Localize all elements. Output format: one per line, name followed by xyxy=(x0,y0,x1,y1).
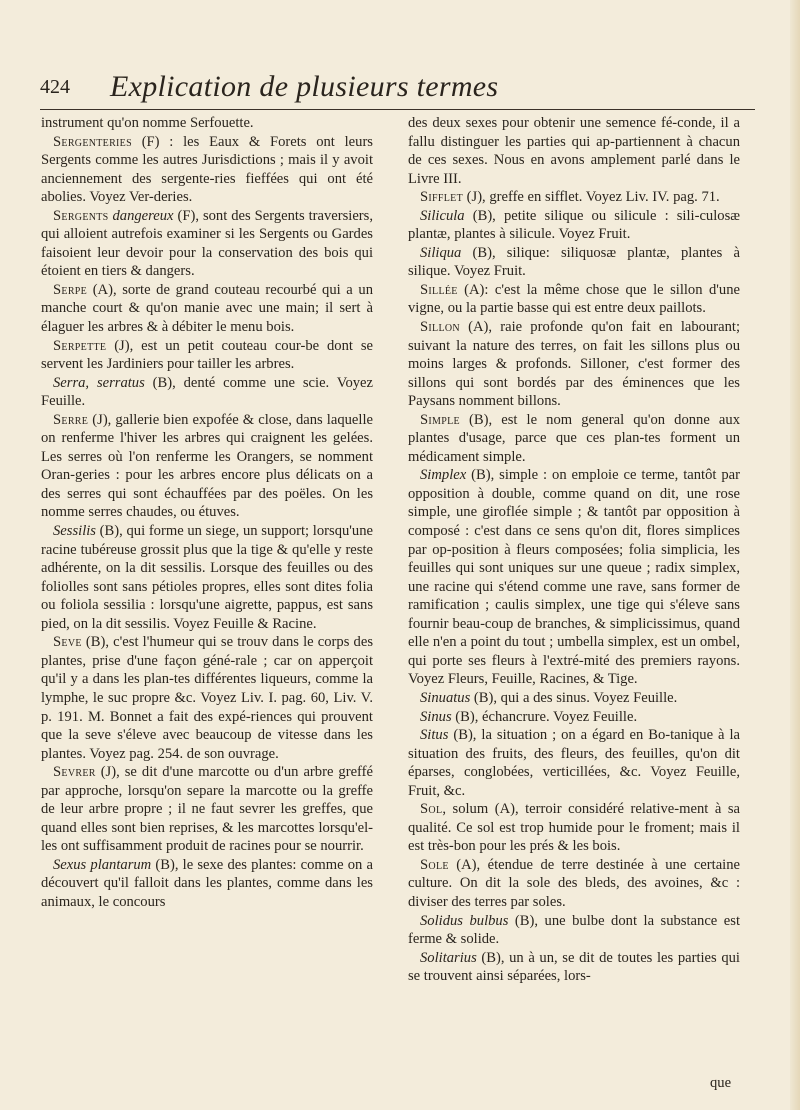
entry-definition: , solum (A), terroir considéré relative-ment à sa qualité. Ce sol est trop humide pour le froment; mais il est très-bon pour les prés & les bois. xyxy=(408,801,740,855)
dictionary-entry xyxy=(408,726,740,800)
page-number: 424 xyxy=(40,76,70,98)
entry-definition: (J), greffe en sifflet. Voyez Liv. IV. pag. 71. xyxy=(463,189,720,206)
entry-term: Situs xyxy=(420,727,449,744)
entry-definition: (A), sorte de grand couteau recourbé qui a un manche court & qu'on manie avec une main; il sert à élaguer les arbres & à débiter le menu bois. xyxy=(41,281,373,336)
entry-definition: (B), c'est l'humeur qui se trouv dans le corps des plantes, prise d'une façon géné-rale ; car on apperçoit qu'il y a dans les plan-tes différentes liqueurs, comme la lymphe, le suc propre &c. Voyez Liv. I. pag. 60, Liv. V. p. 191. M. Bonnet a fait des expé-riences qui prouvent que la seve s'éleve avec beaucoup de vitesse dans les plantes. Voyez pag. 254. de son ouvrage. xyxy=(41,634,373,762)
entry-term: Solidus bulbus xyxy=(420,912,509,929)
entry-term: Simple xyxy=(420,411,460,428)
entry-term: Sessilis xyxy=(53,523,96,540)
entry-term: Sol xyxy=(420,801,443,818)
dictionary-entry xyxy=(41,337,373,374)
dictionary-entry xyxy=(408,856,740,912)
entry-definition: (J), gallerie bien expofée & close, dans laquelle on renferme l'hiver les arbres qui craignent les gelées. Les serres où l'on renferme les Orangers, se nomment Oran-geries : pour les arbres encore plus délicats on a des serres qui sont échauffées par des poëles. On les nomme serres chaudes, ou étuves. xyxy=(41,411,373,521)
catchword: que xyxy=(710,1075,732,1091)
dictionary-entry xyxy=(41,411,373,522)
dictionary-entry xyxy=(41,374,373,411)
entry-term: Serpette xyxy=(53,337,107,354)
entry-term: Siliqua xyxy=(420,244,462,261)
dictionary-entry xyxy=(408,949,740,986)
entry-term: Sinus xyxy=(420,708,452,725)
entry-term: Serpe xyxy=(53,281,88,298)
entry-definition: (A), raie profonde qu'on fait en labourant; suivant la nature des terres, on fait les sillons plus ou moins larges & profonds. Silloner, c'est former des sillons qui sont bordés par des éminences que les Paysans nomment billons. xyxy=(408,319,740,410)
entry-definition: instrument qu'on nomme Serfouette. xyxy=(41,115,254,131)
dictionary-entry xyxy=(408,281,740,318)
entry-term-qualifier: dangereux xyxy=(108,207,174,224)
page-edge xyxy=(790,0,800,1110)
entry-term: Sergents xyxy=(53,207,109,224)
entry-definition: (F), sont des Sergents traversiers, qui alloient autrefois examiner si les Sergents ou Gardes faisoient leur devoir pour la conservation des bois qui étoient en tiers & dangers. xyxy=(41,207,373,280)
dictionary-entry xyxy=(408,114,740,188)
dictionary-entry xyxy=(408,708,740,727)
entry-definition: (J), se dit d'une marcotte ou d'un arbre greffé par approche, lorsqu'on separe la marcotte ou la greffe de leur arbre propre ; il ne faut sevrer les greffes, que quand elles sont bien reprises, & les marcottes lorsqu'el-les ont suffisamment produit de racines pour se nourrir. xyxy=(41,764,373,855)
running-title: Explication de plusieurs termes xyxy=(110,70,499,103)
dictionary-entry xyxy=(408,689,740,708)
entry-term: Serra, serratus xyxy=(53,374,145,391)
entry-definition: (B), petite silique ou silicule : sili-culosæ plantæ, plantes à silicule. Voyez Fruit. xyxy=(408,207,740,243)
entry-definition: (B), une bulbe dont la substance est ferme & solide. xyxy=(408,912,741,948)
entry-definition: (B), échancrure. Voyez Feuille. xyxy=(451,708,638,725)
entry-term: Sillon xyxy=(420,319,460,336)
entry-term: Simplex xyxy=(420,467,467,484)
header-rule xyxy=(40,109,755,110)
entry-term: Sexus plantarum xyxy=(53,856,152,873)
entry-definition: (B), la situation ; on a égard en Bo-tanique à la situation des fruits, des fleurs, des feuilles, qu'on dit éparses, conglobées, verticillées, &c. Voyez Feuille, Fruit, &c. xyxy=(408,727,740,799)
entry-term: Sergenteries xyxy=(53,133,132,150)
entry-definition: (B), le sexe des plantes: comme on a découvert qu'il falloit dans les plantes, comme dans les animaux, le concours xyxy=(41,856,373,910)
dictionary-entry xyxy=(41,133,373,207)
entry-definition: (A): c'est la même chose que le sillon d'une vigne, ou la partie basse qui est entre deux paillots. xyxy=(408,281,740,317)
right-column xyxy=(408,114,740,986)
dictionary-entry xyxy=(408,188,740,207)
dictionary-entry xyxy=(41,114,373,133)
dictionary-entry xyxy=(408,800,740,856)
entry-term: Silicula xyxy=(420,207,465,224)
entry-definition: (A), étendue de terre destinée à une certaine culture. On dit la sole des bleds, des avoines, &c : diviser des terres par soles. xyxy=(408,856,740,910)
dictionary-entry xyxy=(41,633,373,763)
entry-definition: (F) : les Eaux & Forets ont leurs Sergents comme les autres Jurisdictions ; mais il y avoit anciennement des sergente-ries fieffées qui ont été abolies. Voyez Ver-deries. xyxy=(41,133,373,206)
entry-definition: (B), un à un, se dit de toutes les parties qui se trouvent ainsi séparées, lors- xyxy=(408,949,740,985)
entry-definition: des deux sexes pour obtenir une semence fé-conde, il a fallu distinguer les parties qui ap-partiennent à chacun de ces sexes. Nous en avons amplement parlé dans le Livre III. xyxy=(408,115,740,187)
entry-term: Serre xyxy=(53,411,89,428)
dictionary-entry xyxy=(408,244,740,281)
entry-term: Seve xyxy=(53,634,82,651)
page-header xyxy=(40,70,760,110)
entry-definition: (B), denté comme une scie. Voyez Feuille. xyxy=(41,374,373,410)
entry-term: Sevrer xyxy=(53,764,96,781)
entry-term: Sinuatus xyxy=(420,689,471,706)
entry-definition: (B), silique: siliquosæ plantæ, plantes à silique. Voyez Fruit. xyxy=(408,244,740,280)
entry-term: Sillée xyxy=(420,281,458,298)
entry-definition: (B), qui forme un siege, un support; lorsqu'une racine tubéreuse grossit plus que la tige & qu'elle y reste adhérente, on la dit sessilis. Lorsque des feuilles ou des foliolles sont sans pétioles propres, elles sont dites folia ou foliola sessilia : lorsqu'une aigrette, pappus, est sans pied, on la dit sessilis. Voyez Feuille & Racine. xyxy=(41,523,373,632)
dictionary-entry xyxy=(41,281,373,337)
dictionary-entry xyxy=(41,856,373,912)
dictionary-entry xyxy=(41,522,373,633)
entry-definition: (B), simple : on emploie ce terme, tantôt par opposition à double, comme quand on dit, une rose simple, une giroflée simple ; & tantôt par opposition à composé : c'est dans ce sens qu'on dit, flores simplices par op-position à fleurs composées; folia simplicia, les feuilles qui sont uniques sur une queue ; radix simplex, une racine qui s'étend comme une rave, sans former de ramification ; caulis simplex, une tige qui s'éleve sans fournir beau-coup de branches, & simplicissimus, quand elle n'en a point du tout ; umbella simplex, est un ombel, qui porte ses fleurs à l'extré-mité des premiers rayons. Voyez Fleurs, Feuille, Racines, & Tige. xyxy=(408,467,740,688)
entry-definition: (B), qui a des sinus. Voyez Feuille. xyxy=(470,689,678,706)
left-column xyxy=(41,114,373,912)
dictionary-entry xyxy=(408,318,740,411)
dictionary-entry xyxy=(408,466,740,689)
entry-term: Sole xyxy=(420,856,449,873)
entry-term: Sifflet xyxy=(420,189,463,206)
entry-term: Solitarius xyxy=(420,949,477,966)
entry-definition: (J), est un petit couteau cour-be dont se servent les Jardiniers pour tailler les arbres. xyxy=(41,337,373,373)
entry-definition: (B), est le nom general qu'on donne aux plantes d'usage, parce que ces plan-tes forment un médicament simple. xyxy=(408,411,740,465)
dictionary-entry xyxy=(408,912,740,949)
dictionary-entry xyxy=(408,207,740,244)
dictionary-entry xyxy=(41,207,373,281)
dictionary-entry xyxy=(41,763,373,856)
dictionary-entry xyxy=(408,411,740,467)
